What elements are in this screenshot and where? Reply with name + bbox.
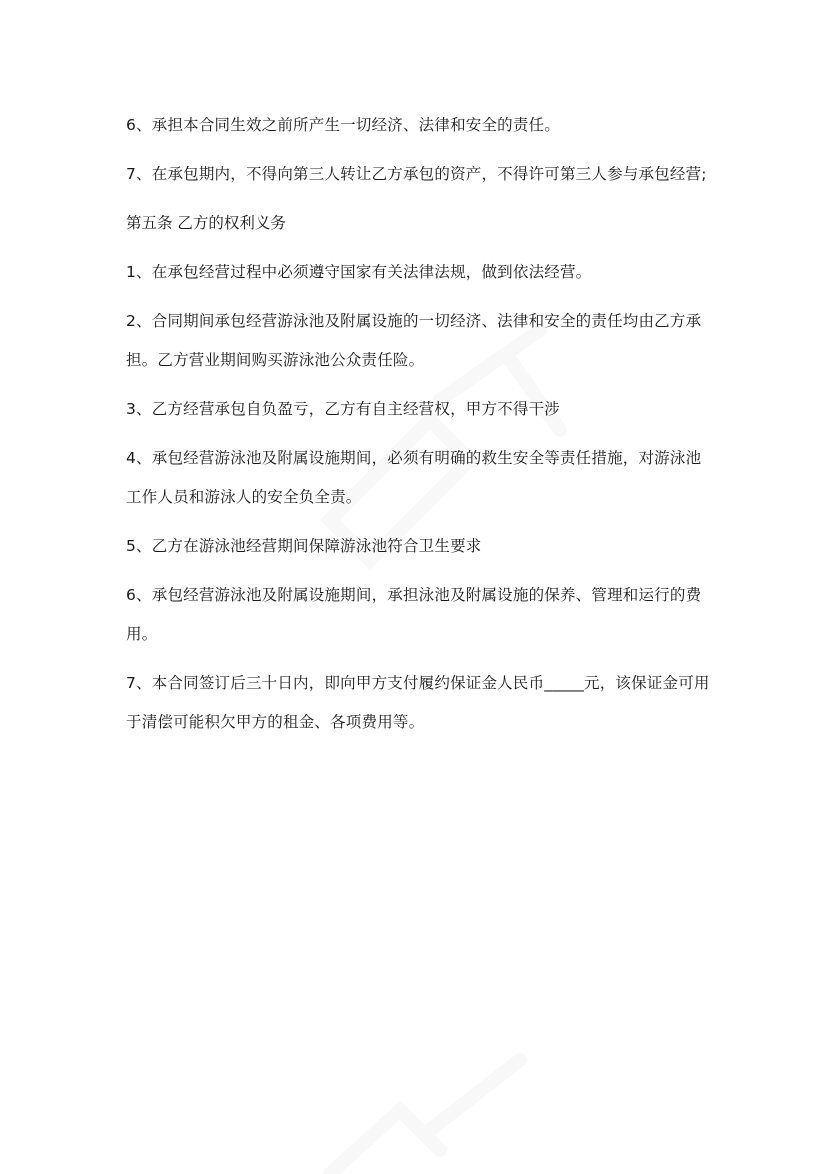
clause-5-item-4: 4、承包经营游泳池及附属设施期间，必须有明确的救生安全等责任措施，对游泳池工作人员和游泳人的安全负全责。 [126, 449, 702, 506]
clause-4-item-7: 7、在承包期内，不得向第三人转让乙方承包的资产，不得许可第三人参与承包经营; [126, 165, 707, 183]
document-body [126, 106, 716, 752]
clause-5-item-7: 7、本合同签订后三十日内，即向甲方支付履约保证金人民币_____元，该保证金可用于清偿可能积欠甲方的租金、各项费用等。 [126, 674, 710, 731]
clause-4-item-6: 6、承担本合同生效之前所产生一切经济、法律和安全的责任。 [126, 116, 560, 134]
watermark-mark-lower [330, 1060, 520, 1174]
clause-5-item-5: 5、乙方在游泳池经营期间保障游泳池符合卫生要求 [126, 537, 482, 555]
section-heading-article-5: 第五条 乙方的权利义务 [126, 214, 286, 232]
clause-5-item-2: 2、合同期间承包经营游泳池及附属设施的一切经济、法律和安全的责任均由乙方承担。乙方营业期间购买游泳池公众责任险。 [126, 312, 702, 369]
clause-5-item-6: 6、承包经营游泳池及附属设施期间，承担泳池及附属设施的保养、管理和运行的费用。 [126, 586, 702, 643]
clause-5-item-1: 1、在承包经营过程中必须遵守国家有关法律法规，做到依法经营。 [126, 263, 592, 281]
clause-5-item-3: 3、乙方经营承包自负盈亏，乙方有自主经营权，甲方不得干涉 [126, 400, 560, 418]
